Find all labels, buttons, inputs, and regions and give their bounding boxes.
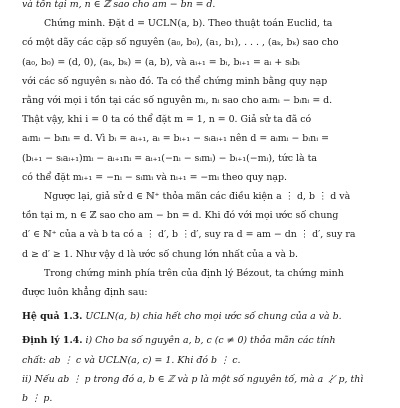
theorem-line-2: chất: ab ⋮ c và UCLN(a, c) = 1. Khi đó b ⋮ c. bbox=[22, 354, 241, 366]
proof-line-7: aᵢmᵢ − bᵢnᵢ = d. Vì bᵢ = aᵢ₊₁, aᵢ = bᵢ₊₁ − sᵢaᵢ₊₁ nên d = aᵢmᵢ − bᵢnᵢ = bbox=[22, 133, 329, 145]
corollary-text: UCLN(a, b) chia hết cho mọi ước số chung của a và b. bbox=[85, 311, 342, 323]
theorem-line-3: ii) Nếu ab ⋮ p trong đó a, b ∈ ℤ và p là một số nguyên tố, mà a ⋮̸ p, thì bbox=[22, 373, 364, 385]
proof-line-3: (a₀, b₀) = (d, 0), (aₖ, bₖ) = (a, b), và aᵢ₊₁ = bᵢ, bᵢ₊₁ = aᵢ + sᵢbᵢ bbox=[22, 56, 300, 68]
converse-line-1: Ngược lại, giả sử d ∈ ℕ⁺ thỏa mãn các điều kiện a ⋮ d, b ⋮ d và bbox=[44, 191, 351, 203]
theorem-label: Định lý 1.4. bbox=[22, 335, 83, 347]
converse-line-3: d′ ∈ ℕ⁺ của a và b ta có a ⋮ d′, b ⋮d′, suy ra d = am − dn ⋮ d′, suy ra bbox=[22, 229, 356, 241]
theorem bbox=[22, 331, 384, 350]
proof-line-9: có thể đặt mᵢ₊₁ = −nᵢ − sᵢmᵢ và nᵢ₊₁ = −mᵢ theo quy nạp. bbox=[22, 171, 287, 183]
text-line-1: và tồn tại m, n ∈ ℤ sao cho am − bn = d. bbox=[22, 0, 216, 10]
theorem-line-4: b ⋮ p. bbox=[22, 393, 53, 405]
proof-line-8: (bᵢ₊₁ − sᵢaᵢ₊₁)mᵢ − aᵢ₊₁nᵢ = aᵢ₊₁(−nᵢ − sᵢmᵢ) − bᵢ₊₁(−mᵢ), tức là ta bbox=[22, 152, 317, 164]
proof-line-4: với các số nguyên sᵢ nào đó. Ta có thể chứng minh bằng quy nạp bbox=[22, 75, 328, 87]
converse-line-2: tồn tại m, n ∈ ℤ sao cho am − bn = d. Khi đó với mọi ước số chung bbox=[22, 210, 339, 222]
theorem-line-1: i) Cho ba số nguyên a, b, c (c ≠ 0) thỏa mãn các tính bbox=[85, 335, 336, 347]
remark-line-1: Trong chứng minh phía trên của định lý Bézout, ta chứng minh bbox=[44, 267, 344, 279]
remark-line-2: được luôn khẳng định sau: bbox=[22, 287, 148, 299]
corollary-label: Hệ quả 1.3. bbox=[22, 311, 83, 323]
proof-line-6: Thật vậy, khi i = 0 ta có thể đặt m = 1, n = 0. Giả sử ta đã có bbox=[22, 114, 312, 126]
proof-line-1: Chứng minh. Đặt d = UCLN(a, b). Theo thuật toán Euclid, ta bbox=[44, 18, 333, 30]
proof-line-2: có một dãy các cặp số nguyên (a₀, b₀), (a₁, b₁), . . . , (aₖ, bₖ) sao cho bbox=[22, 37, 339, 49]
corollary bbox=[22, 307, 384, 326]
converse-line-4: d ≥ d′ ≥ 1. Như vậy d là ước số chung lớn nhất của a và b. bbox=[22, 248, 298, 260]
proof-line-5: rằng với mọi i tồn tại các số nguyên mᵢ, nᵢ sao cho aᵢmᵢ − bᵢnᵢ = d. bbox=[22, 95, 333, 107]
